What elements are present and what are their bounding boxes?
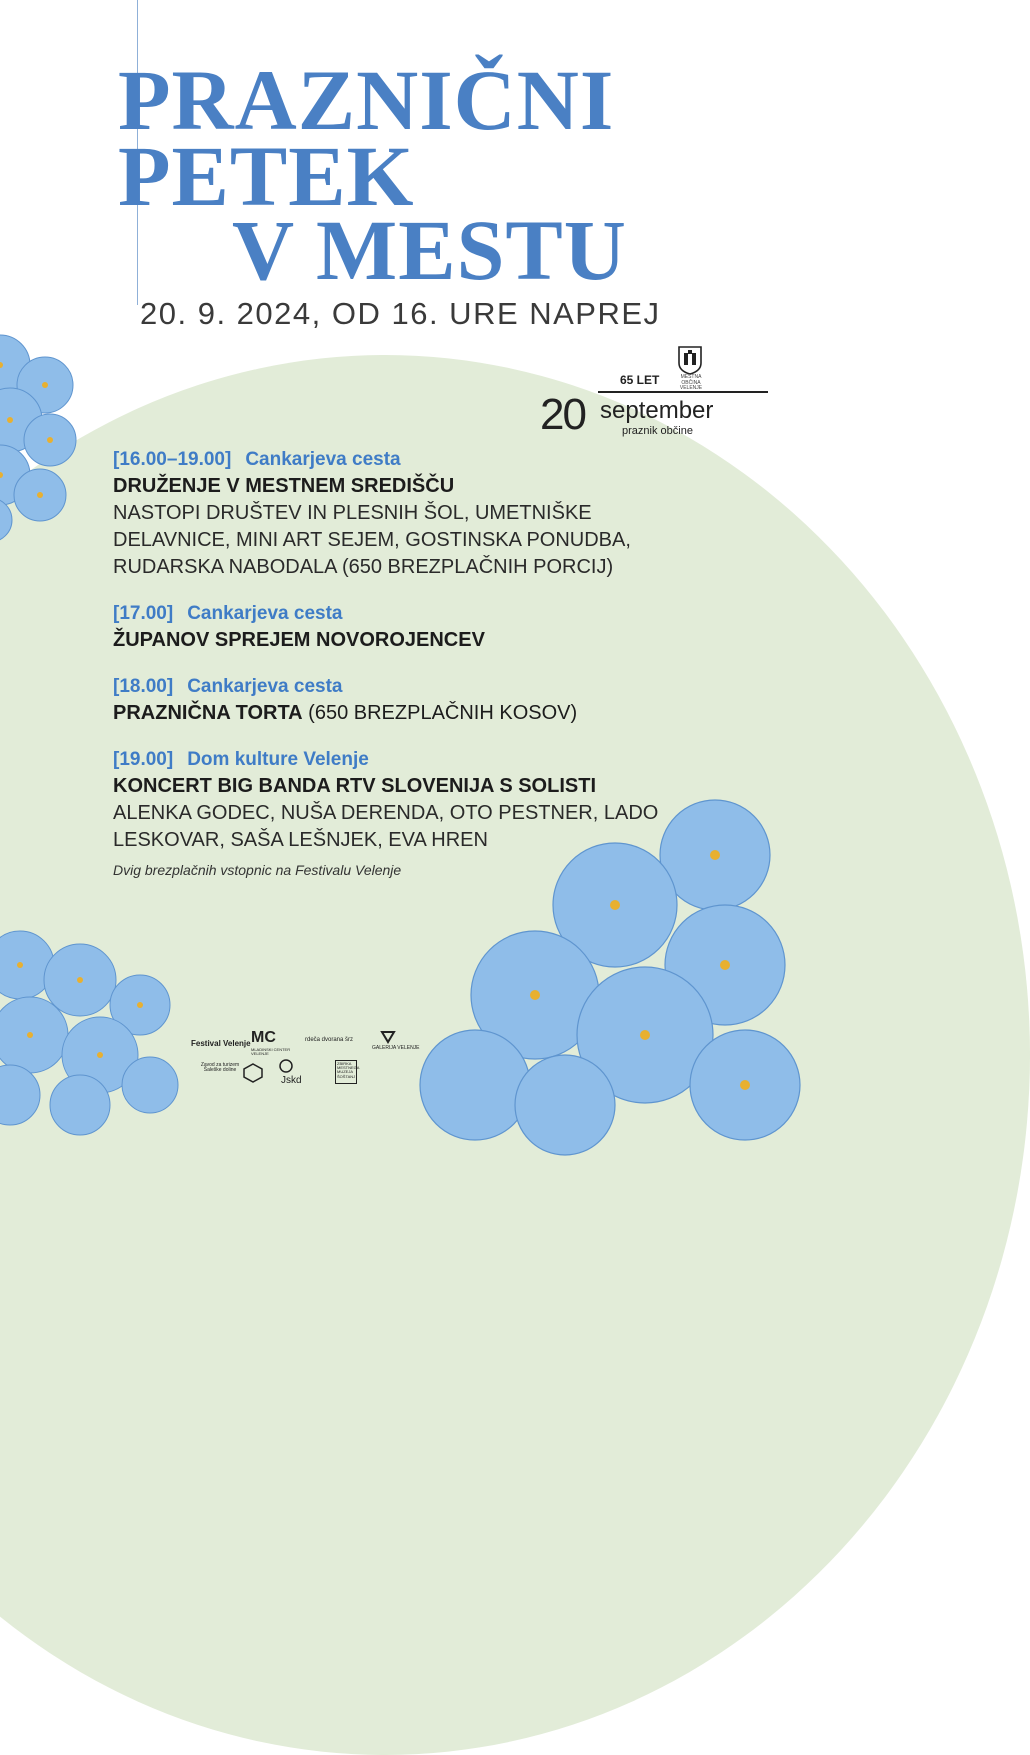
- program-headline-text: KONCERT BIG BANDA RTV SLOVENIJA S SOLISTI: [113, 775, 596, 797]
- hydrangea-left-top-icon: [0, 325, 90, 535]
- program-headline: [113, 473, 673, 500]
- program-place: Cankarjeva cesta: [187, 676, 343, 697]
- hydrangea-left-bottom-icon: [0, 925, 180, 1113]
- mc-logo: MC: [251, 1029, 276, 1046]
- program-time: [17.00]: [113, 603, 174, 624]
- program-headline: [113, 627, 673, 654]
- badge-subtitle: praznik občine: [622, 425, 693, 437]
- program-item: [113, 601, 673, 654]
- anniversary-badge: [540, 345, 768, 445]
- jskd-logo: Jskd: [281, 1075, 302, 1086]
- program-item: [113, 674, 673, 727]
- event-date: 20. 9. 2024, OD 16. URE NAPREJ: [140, 296, 661, 331]
- program-headline-text: PRAZNIČNA TORTA: [113, 702, 303, 724]
- badge-years: 65 LET: [620, 373, 660, 387]
- title-line-2: PETEK: [118, 128, 415, 224]
- badge-month: september: [600, 397, 714, 424]
- program-meta: [113, 447, 673, 473]
- hydrangea-right-bottom-icon: [415, 795, 768, 1113]
- program-headline-text: ŽUPANOV SPREJEM NOVOROJENCEV: [113, 629, 485, 651]
- program-meta: [113, 747, 673, 773]
- festival-velenje-logo: Festival Velenje: [191, 1039, 251, 1048]
- program-headline-text: DRUŽENJE V MESTNEM SREDIŠČU: [113, 475, 455, 497]
- crest-label: MESTNA OBČINA VELENJE: [679, 374, 703, 391]
- crest-icon: [677, 345, 703, 375]
- zavod-logo: Zavod za turizem Šaleške doline: [200, 1062, 240, 1074]
- title-line-3: V MESTU: [232, 202, 627, 298]
- program-item: [113, 447, 673, 581]
- program-description: NASTOPI DRUŠTEV IN PLESNIH ŠOL, UMETNIŠKE DELAVNICE, MINI ART SEJEM, GOSTINSKA PONUDBA, RUDARSKA NABODALA (650 BREZPLAČNIH PORCIJ): [113, 502, 631, 578]
- galerija-mark-icon: [380, 1030, 396, 1044]
- badge-rule: [598, 391, 768, 393]
- program-place: Cankarjeva cesta: [245, 449, 401, 470]
- jskd-mark-icon: [278, 1058, 294, 1074]
- rdeca-dvorana-logo: rdeča dvorana šrz: [305, 1037, 354, 1043]
- program-headline: [113, 700, 673, 727]
- galerija-velenje-logo: GALERIJA VELENJE: [372, 1045, 420, 1051]
- program-headline-extra: (650 BREZPLAČNIH KOSOV): [302, 702, 578, 724]
- program-time: [19.00]: [113, 749, 174, 770]
- program-time: [16.00–19.00]: [113, 449, 232, 470]
- zavod-mark-icon: [242, 1062, 264, 1084]
- program-place: Dom kulture Velenje: [187, 749, 369, 770]
- ticket-note: Dvig brezplačnih vstopnic na Festivalu Velenje: [113, 862, 402, 878]
- program-place: Cankarjeva cesta: [187, 603, 343, 624]
- title-line-1: PRAZNIČNI: [118, 52, 615, 148]
- program-meta: [113, 674, 673, 700]
- muzej-logo: ZBIRKA MESTNEGA MUZEJA ŠOŠTANJ: [335, 1060, 357, 1084]
- badge-day: 20: [540, 390, 585, 439]
- program-description: ALENKA GODEC, NUŠA DERENDA, OTO PESTNER, LADO LESKOVAR, SAŠA LEŠNJEK, EVA HREN: [113, 802, 659, 851]
- program-time: [18.00]: [113, 676, 174, 697]
- mc-subtitle: MLADINSKI CENTER VELENJE: [251, 1047, 291, 1057]
- poster: [0, 0, 768, 1113]
- program-meta: [113, 601, 673, 627]
